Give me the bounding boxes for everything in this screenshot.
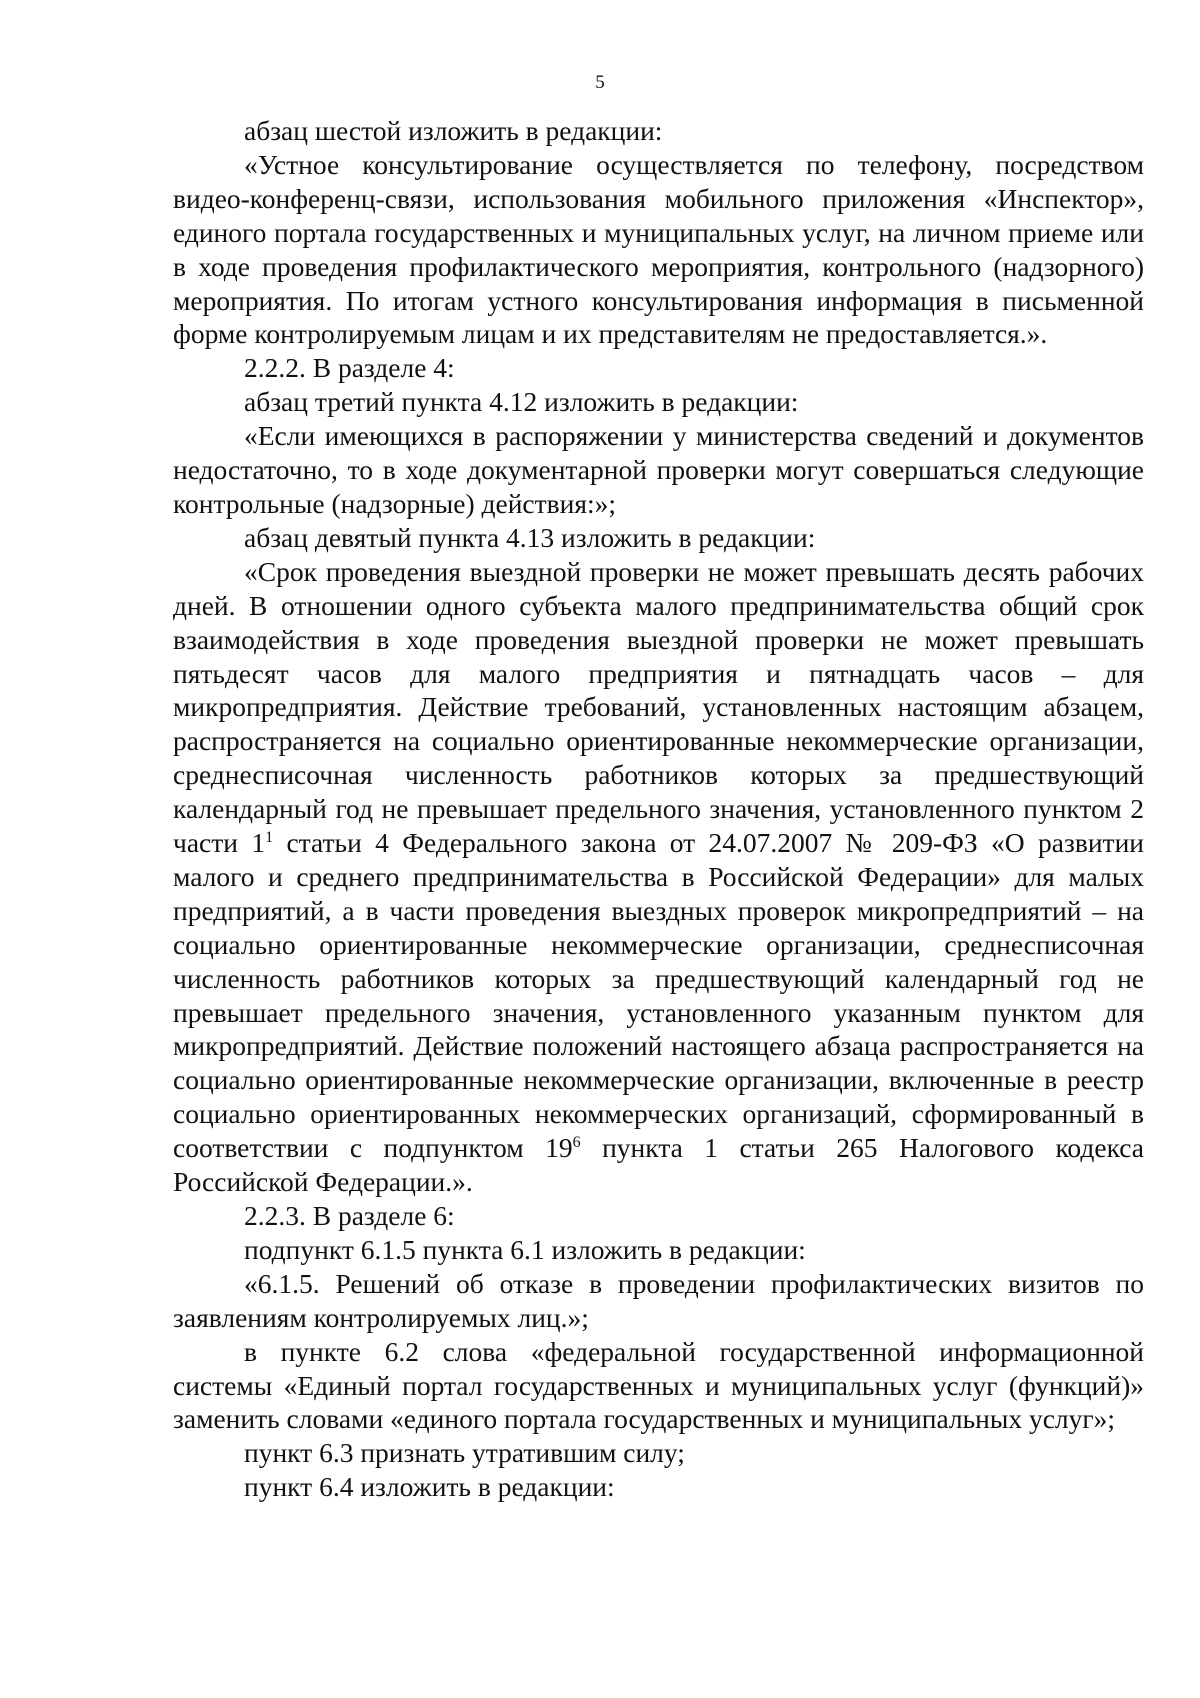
paragraph: «Устное консультирование осуществляется по телефону, посредством видео-конференц-связи, использования мобильного приложения «Инспектор», единого портала государственных и муниципальных услуг, на личном приеме или в ходе проведения профилактического мероприятия, контрольного (надзорного) мероприятия. По итогам устного консультирования информация в письменной форме контролируемым лицам и их представителям не предоставляется.». (173, 148, 1144, 350)
paragraph: пункт 6.4 изложить в редакции: (244, 1471, 615, 1503)
document-body (173, 114, 1144, 1504)
paragraph: абзац шестой изложить в редакции: (244, 115, 663, 146)
paragraph-text: пункта 1 статьи 265 Налогового кодекса Российской Федерации.». (173, 1132, 1144, 1198)
superscript: 6 (572, 1134, 581, 1152)
paragraph-text: «Срок проведения выездной проверки не может превышать десять рабочих дней. В отношении одного субъекта малого предпринимательства общий срок взаимодействия в ходе проведения выездной проверки не может превышать пятьдесят часов для малого предприятия и пятнадцать часов – для микропредприятия. Действие требований, установленных настоящим абзацем, распространяется на социально ориентированные некоммерческие организации, среднесписочная численность работников которых за предшествующий календарный год не превышает предельного значения, установленного пунктом 2 части 1 (173, 555, 1144, 859)
paragraph: пункт 6.3 признать утратившим силу; (244, 1437, 685, 1469)
superscript: 1 (265, 829, 274, 847)
paragraph: «6.1.5. Решений об отказе в проведении профилактических визитов по заявлениям контролируемых лиц.»; (173, 1267, 1144, 1333)
paragraph-text: статьи 4 Федерального закона от 24.07.2007 № 209-ФЗ «О развитии малого и среднего предпринимательства в Российской Федерации» для малых предприятий, а в части проведения выездных проверок микропредприятий – на социально ориентированные некоммерческие организации, среднесписочная численность работников которых за предшествующий календарный год не превышает предельного значения, установленного указанным пунктом для микропредприятий. Действие положений настоящего абзаца распространяется на социально ориентированные некоммерческие организации, включенные в реестр социально ориентированных некоммерческих организаций, сформированный в соответствии с подпунктом 19 (173, 827, 1144, 1164)
section-heading: 2.2.2. В разделе 4: (244, 352, 455, 384)
paragraph: подпункт 6.1.5 пункта 6.1 изложить в редакции: (244, 1233, 806, 1265)
paragraph: «Если имеющихся в распоряжении у министерства сведений и документов недостаточно, то в ходе документарной проверки могут совершаться следующие контрольные (надзорные) действия:»; (173, 420, 1144, 519)
paragraph (173, 555, 1144, 1199)
paragraph: в пункте 6.2 слова «федеральной государственной информационной системы «Единый портал государственных и муниципальных услуг (функций)» заменить словами «единого портала государственных и муниципальных услуг»; (173, 1335, 1144, 1435)
paragraph: абзац девятый пункта 4.13 изложить в редакции: (244, 521, 816, 553)
page-number: 5 (595, 72, 605, 93)
paragraph: абзац третий пункта 4.12 изложить в редакции: (244, 386, 799, 418)
section-heading: 2.2.3. В разделе 6: (244, 1200, 455, 1231)
